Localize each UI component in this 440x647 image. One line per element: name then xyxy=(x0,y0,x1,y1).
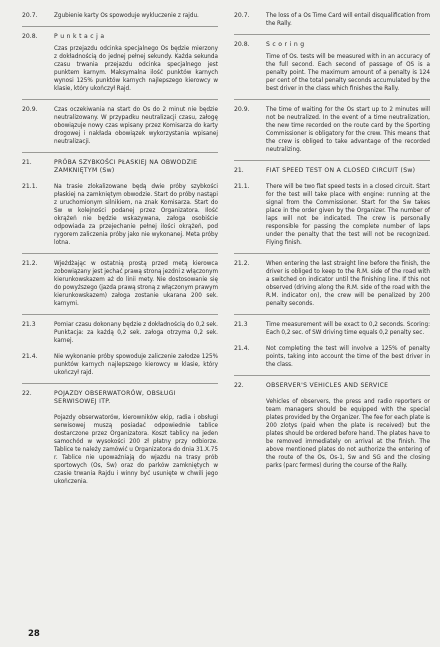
section-21-1-en xyxy=(234,183,430,247)
section-number: 20.7. xyxy=(22,12,38,19)
section-text: Zgubienie karty Os spowoduje wykluczenie z rajdu. xyxy=(54,13,199,19)
section-21-3-en xyxy=(234,321,430,337)
divider xyxy=(22,152,218,153)
divider xyxy=(22,383,218,384)
section-number: 20.8. xyxy=(234,41,250,48)
section-20-8-pl xyxy=(22,33,218,93)
section-text: When entering the last straight line before the finish, the driver is obliged to keep to the R.M. side of the road with a switched on indicator until the finishing line. If this not observed (driving along the R.M. side of the road with the R.M. indicator on), the crew will be penalized by 200 penalty seconds. xyxy=(266,261,430,308)
section-text: Na trasie zlokalizowane będą dwie próby szybkości płaskiej na zamkniętym obwodzie. Start do próby nastąpi z uruchomionym silnikiem, na znak Komisarza. Start do Sw w kolejności podanej przez Organizatora. Ilość okrążeń nie będzie wskazywana, załoga osobiście odpowiada za przejechanie pełnej ilości okrążeń, pod rygorem zaliczenia próby jako nie wykonanej. Meta próby lotna. xyxy=(54,184,218,247)
polish-column xyxy=(22,12,218,486)
section-22-en xyxy=(234,382,430,470)
section-text: Nie wykonanie próby spowoduje zaliczenie załodze 125% punktów karnych najlepszego kierowcy w klasie, który ukończył rajd. xyxy=(54,354,218,377)
section-20-8-en xyxy=(234,41,430,93)
section-21-4-en xyxy=(234,345,430,369)
section-title: POJAZDY OBSERWATORÓW, OBSŁUGI SERWISOWEJ ITP. xyxy=(54,390,176,406)
section-title: S c o r i n g xyxy=(266,41,305,48)
divider xyxy=(22,99,218,100)
section-number: 20.9. xyxy=(22,106,38,114)
section-text: Czas oczekiwania na start do Os do 2 minut nie będzie neutralizowany. W przypadku neutralizacji czasu, załogę obowiązuje nowy czas wpisany przez Komisarza do karty drogowej i nakłada obowiązek wykorzystania wpisanej neutralizacji. xyxy=(54,107,218,146)
section-number: 22. xyxy=(22,390,32,398)
section-number: 20.7. xyxy=(234,12,250,19)
section-text: The time of waiting for the Os start up to 2 minutes will not be neutralized. In the event of a time neutralization, the new time recorded on the route card by the Sporting Commissioner is obligatory for the crew. This means that the crew is obliged to take advantage of the recorded neutralizing. xyxy=(266,107,430,154)
section-20-9-en xyxy=(234,106,430,154)
divider xyxy=(22,314,218,315)
section-number: 22. xyxy=(234,382,244,390)
section-number: 21. xyxy=(234,167,244,175)
section-number: 21.2. xyxy=(234,260,250,268)
section-title: FIAT SPEED TEST ON A CLOSED CIRCUIT (Sw) xyxy=(266,167,416,175)
divider xyxy=(22,26,218,27)
section-number: 21.1. xyxy=(22,183,38,191)
section-number: 21.2. xyxy=(22,260,38,268)
section-text: Wjeżdżając w ostatnią prostą przed metą kierowca zobowiązany jest jechać prawą stroną jezdni z włączonym kierunkowskazem aż do linii mety. Nie dostosowanie się do powyższego (jazda prawą stroną z włączonym prawym kierunkowskazem) załoga zostanie ukarana 200 sek. karnymi. xyxy=(54,261,218,308)
divider xyxy=(234,314,430,315)
section-21-2-en xyxy=(234,260,430,308)
section-22-pl xyxy=(22,390,218,486)
section-text: The loss of a Os Time Card will entail disqualification from the Rally. xyxy=(266,13,430,27)
section-number: 21.4. xyxy=(234,345,250,353)
section-21-4-pl xyxy=(22,353,218,377)
section-21-en xyxy=(234,167,430,175)
section-number: 21.1. xyxy=(234,183,250,191)
section-21-3-pl xyxy=(22,321,218,345)
divider xyxy=(234,375,430,376)
section-text: Time of Os. tests will be measured with in an accuracy of the full second. Each second of passage of OS is a penalty point. The maximum amount of a penalty is 124 per cent of the total penalty seconds accumulated by the best driver in the class which finishes the Rally. xyxy=(266,54,430,93)
section-number: 20.9. xyxy=(234,106,250,114)
divider xyxy=(234,253,430,254)
section-20-7-en xyxy=(234,12,430,28)
section-21-pl xyxy=(22,159,218,175)
divider xyxy=(22,253,218,254)
section-number: 21.3 xyxy=(22,321,36,329)
section-21-1-pl xyxy=(22,183,218,247)
section-text: Vehicles of observers, the press and radio reporters or team managers should be equipped with the special plates provided by the Organizer. The fee for each plate is 200 zlotys (paid when the plate is received) but the plates should be ordered before hand. The plates have to be removed immediately on arrival at the finish. The above mentioned plates do not authorize the entering of the route of the Os, Os-1, Sw and SG and the closing parks (parc fermes) during the course of the Rally. xyxy=(266,399,430,470)
section-number: 21.4. xyxy=(22,353,38,361)
section-text: There will be two flat speed tests in a closed circuit. Start for the test will take place with engine: running at the signal from the Commissioner. Start for the Sw takes place in the order given by the Organizer. The number of laps will not be indicated. The crew is personally responsible for passing the complete number of laps under the penalty that the test will not be recognized. Flying finish. xyxy=(266,184,430,247)
english-column xyxy=(234,12,430,470)
section-title: OBSERVER'S VEHICLES AND SERVICE xyxy=(266,382,389,390)
section-title: P u n k t a c j a xyxy=(54,33,105,40)
divider xyxy=(234,160,430,161)
section-text: Pojazdy obserwatorów, kierowników ekip, radia i obsługi serwisowej muszą posiadać odpowiednie tablice dostarczone przez Organizatora. Koszt tablicy na jeden samochód w wysokości 200 zł płatny przy odbiorze. Tablice te należy zamówić u Organizatora do dnia 31.X.75 r. Tablice nie upoważniają do wjazdu na trasy prób sportowych (Os, Sw) oraz do parków zamkniętych w czasie trwania Rajdu i winny być usunięte w chwili jego ukończenia. xyxy=(54,415,218,486)
section-text: Czas przejazdu odcinka specjalnego Os będzie mierzony z dokładnością do jednej pełnej sekundy. Każda sekunda czasu trwania przejazdu odcinka specjalnego jest punktem karnym. Maksymalna ilość punktów karnych wynosi 125% punktów karnych najlepszego kierowcy w klasie, który ukończył Rajd. xyxy=(54,46,218,93)
section-title: PRÓBA SZYBKOŚCI PŁASKIEJ NA OBWODZIE ZAMKNIĘTYM (Sw) xyxy=(54,159,198,175)
divider xyxy=(234,99,430,100)
section-21-2-pl xyxy=(22,260,218,308)
section-number: 20.8. xyxy=(22,33,38,40)
section-number: 21.3 xyxy=(234,321,248,329)
section-text: Not completing the test will involve a 125% of penalty points, taking into account the time of the best driver in the class. xyxy=(266,346,430,369)
section-text: Pomiar czasu dokonany będzie z dokładnością do 0,2 sek. Punktacja: za każdą 0,2 sek. załoga otrzyma 0,2 sek. karnej. xyxy=(54,322,218,345)
section-number: 21. xyxy=(22,159,32,167)
page-number: 28 xyxy=(28,629,40,639)
divider xyxy=(234,34,430,35)
section-20-7-pl xyxy=(22,12,218,20)
section-20-9-pl xyxy=(22,106,218,146)
section-text: Time measurement will be exact to 0,2 seconds. Scoring: Each 0,2 sec. of SW driving time equals 0,2 penalty sec. xyxy=(266,322,430,337)
